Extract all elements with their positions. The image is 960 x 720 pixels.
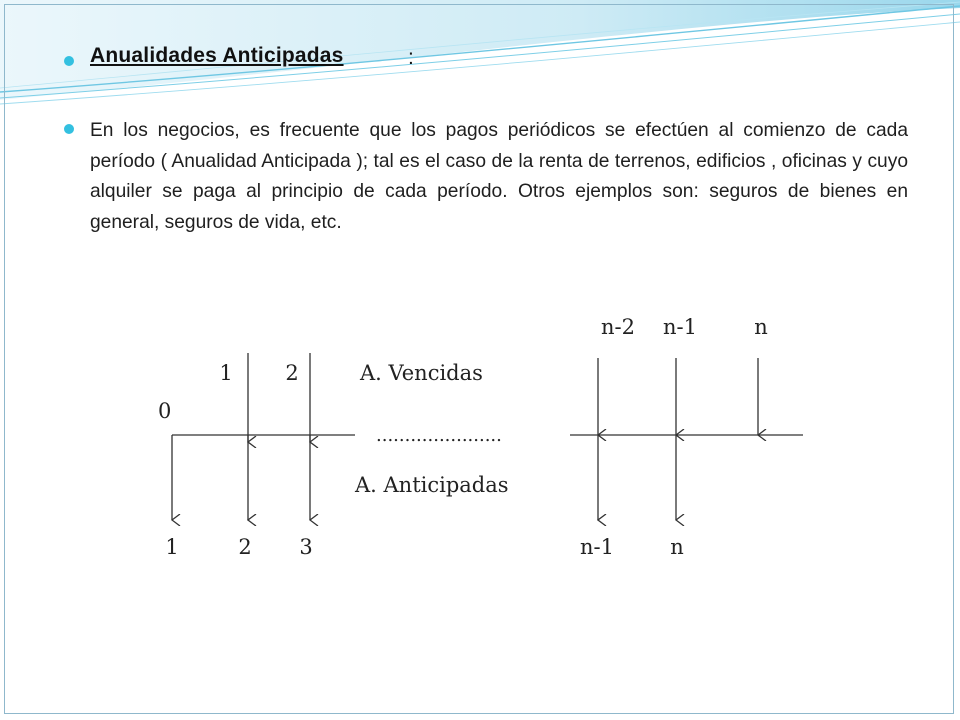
body-paragraph: En los negocios, es frecuente que los pagos periódicos se efectúen al comienzo de cada período ( Anualidad Anticipada ); tal es el caso de la renta de terrenos, edificios , oficinas y cuyo alquiler se paga al principio de cada período. Otros ejemplos son: seguros de bienes en general, seguros de vida, etc. bbox=[90, 120, 908, 233]
label-top-1: 1 bbox=[219, 361, 233, 385]
label-origin: 0 bbox=[158, 399, 172, 423]
title-colon: : bbox=[408, 46, 414, 69]
label-bottom-3: 3 bbox=[299, 535, 313, 559]
label-anticipadas: A. Anticipadas bbox=[355, 473, 509, 497]
timeline-ellipsis: ...................... bbox=[376, 425, 502, 446]
slide-title: Anualidades Anticipadas bbox=[90, 44, 344, 67]
label-vencidas: A. Vencidas bbox=[360, 361, 483, 385]
label-bottom-2: 2 bbox=[238, 535, 252, 559]
label-top-n-2: n-2 bbox=[601, 315, 635, 339]
label-bottom-n: n bbox=[670, 535, 684, 559]
label-top-2: 2 bbox=[285, 361, 299, 385]
label-top-n-1: n-1 bbox=[663, 315, 697, 339]
label-bottom-n-1: n-1 bbox=[580, 535, 614, 559]
label-bottom-1: 1 bbox=[165, 535, 179, 559]
label-top-n: n bbox=[754, 315, 768, 339]
